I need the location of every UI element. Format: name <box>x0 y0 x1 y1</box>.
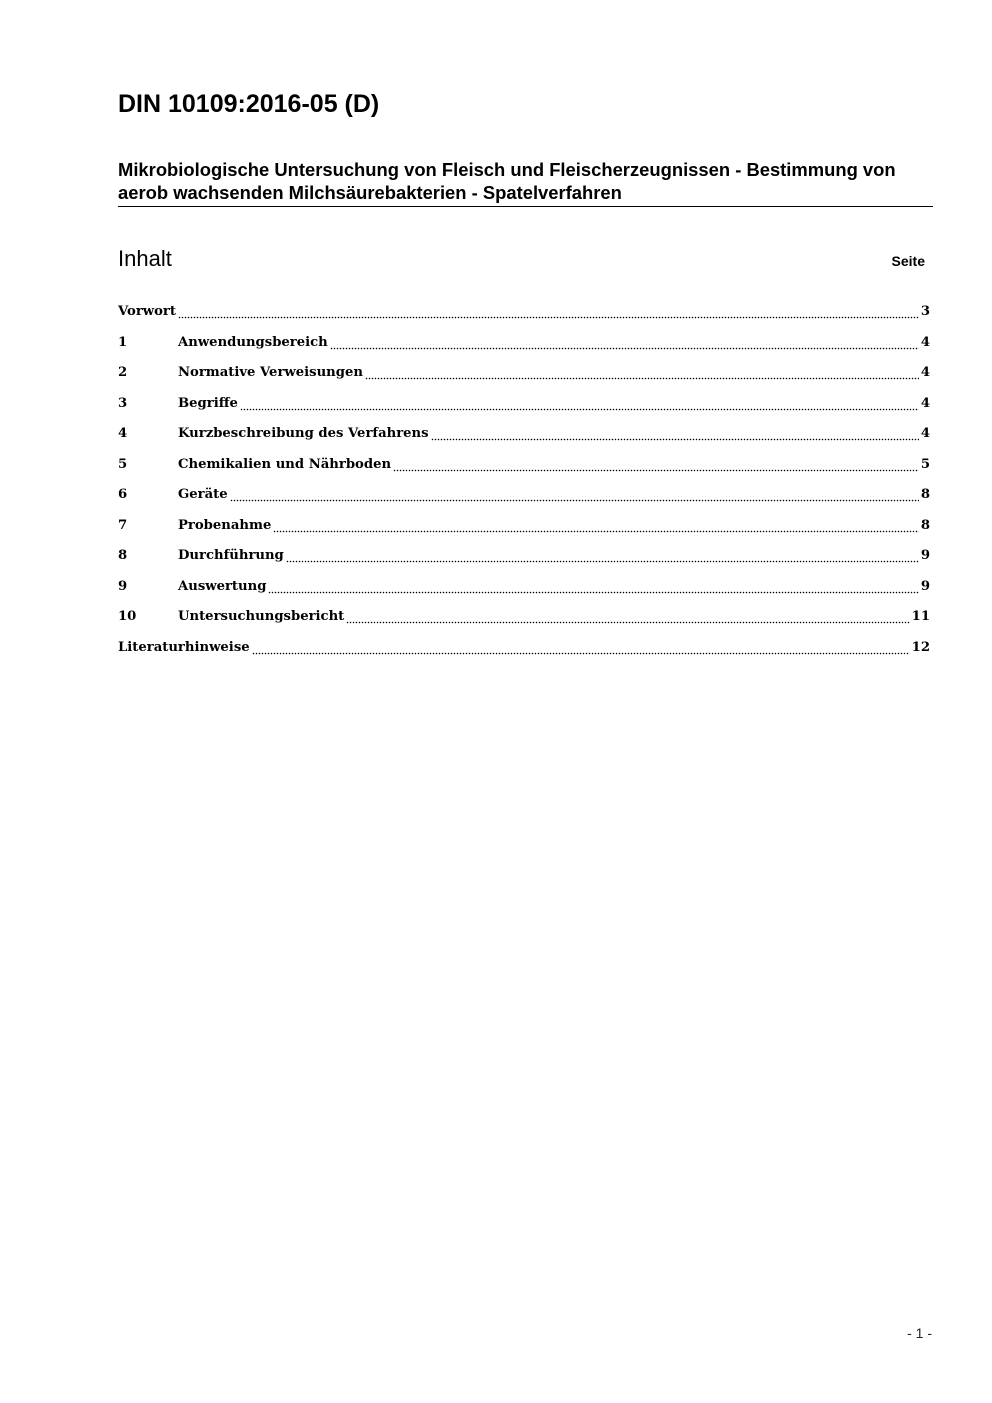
toc-entry-label: Kurzbeschreibung des Verfahrens <box>178 426 429 441</box>
toc-entry-8[interactable] <box>118 546 930 577</box>
toc-entry-9[interactable] <box>118 577 930 608</box>
toc-entry-number: 5 <box>118 456 128 472</box>
toc-entry-label: Untersuchungsbericht <box>178 609 345 624</box>
toc-dot-leader <box>240 394 919 425</box>
toc-heading: Inhalt <box>118 246 172 271</box>
toc-entry-page: 5 <box>920 456 930 472</box>
toc-entry-page: 4 <box>920 395 930 411</box>
toc-entry-number: 9 <box>118 578 128 594</box>
table-of-contents <box>118 302 930 668</box>
toc-entry-6[interactable] <box>118 485 930 516</box>
toc-dot-leader <box>268 577 918 608</box>
toc-entry-label: Normative Verweisungen <box>178 365 363 380</box>
toc-entry-number: 1 <box>118 334 128 350</box>
page-number: - 1 - <box>907 1325 932 1341</box>
toc-entry-page: 4 <box>920 426 930 441</box>
toc-entry-label: Literaturhinweise <box>118 639 250 655</box>
toc-dot-leader <box>393 455 919 486</box>
toc-entry-3[interactable] <box>118 394 930 425</box>
toc-entry-label: Begriffe <box>178 395 238 411</box>
toc-entry-label: Probenahme <box>178 517 272 533</box>
toc-entry-label: Durchführung <box>178 548 284 563</box>
toc-dot-leader <box>346 607 909 638</box>
toc-entry-page: 4 <box>920 334 930 350</box>
toc-entry-10[interactable] <box>118 607 930 638</box>
toc-dot-leader <box>365 363 919 394</box>
toc-entry-page: 3 <box>920 304 930 319</box>
toc-dot-leader <box>273 516 918 547</box>
toc-entry-label: Auswertung <box>178 578 267 594</box>
toc-entry-7[interactable] <box>118 516 930 547</box>
toc-entry-number: 4 <box>118 426 128 441</box>
document-subtitle: Mikrobiologische Untersuchung von Fleisch und Fleischerzeugnissen - Bestimmung von aerob wachsenden Milchsäurebakterien - Spatelverfahren <box>118 159 896 203</box>
toc-entry-number: 6 <box>118 487 128 502</box>
toc-entry-label: Anwendungsbereich <box>178 334 328 350</box>
toc-entry-number: 8 <box>118 548 128 563</box>
toc-entry-5[interactable] <box>118 455 930 486</box>
toc-entry-page: 8 <box>920 487 930 502</box>
toc-dot-leader <box>252 638 910 669</box>
toc-entry-number: 7 <box>118 517 128 533</box>
toc-entry-label: Chemikalien und Nährboden <box>178 456 392 472</box>
toc-entry-vorwort[interactable] <box>118 302 930 333</box>
toc-dot-leader <box>230 485 919 516</box>
toc-entry-label: Vorwort <box>118 304 176 319</box>
toc-entry-page: 9 <box>920 548 930 563</box>
toc-entry-page: 4 <box>920 365 930 380</box>
toc-entry-page: 11 <box>911 609 930 624</box>
toc-entry-label: Geräte <box>178 487 228 502</box>
toc-dot-leader <box>178 302 919 333</box>
toc-entry-page: 8 <box>920 517 930 533</box>
toc-entry-2[interactable] <box>118 363 930 394</box>
title-divider <box>118 206 933 207</box>
toc-entry-number: 3 <box>118 395 128 411</box>
toc-dot-leader <box>286 546 919 577</box>
toc-entry-number: 10 <box>118 609 137 624</box>
document-title: DIN 10109:2016-05 (D) <box>118 90 380 118</box>
toc-entry-4[interactable] <box>118 424 930 455</box>
toc-entry-page: 9 <box>920 578 930 594</box>
toc-entry-literaturhinweise[interactable] <box>118 638 930 669</box>
toc-entry-page: 12 <box>911 639 930 655</box>
toc-dot-leader <box>330 333 919 364</box>
toc-entry-1[interactable] <box>118 333 930 364</box>
toc-page-column-label: Seite <box>891 253 925 269</box>
toc-dot-leader <box>431 424 919 455</box>
toc-entry-number: 2 <box>118 365 128 380</box>
